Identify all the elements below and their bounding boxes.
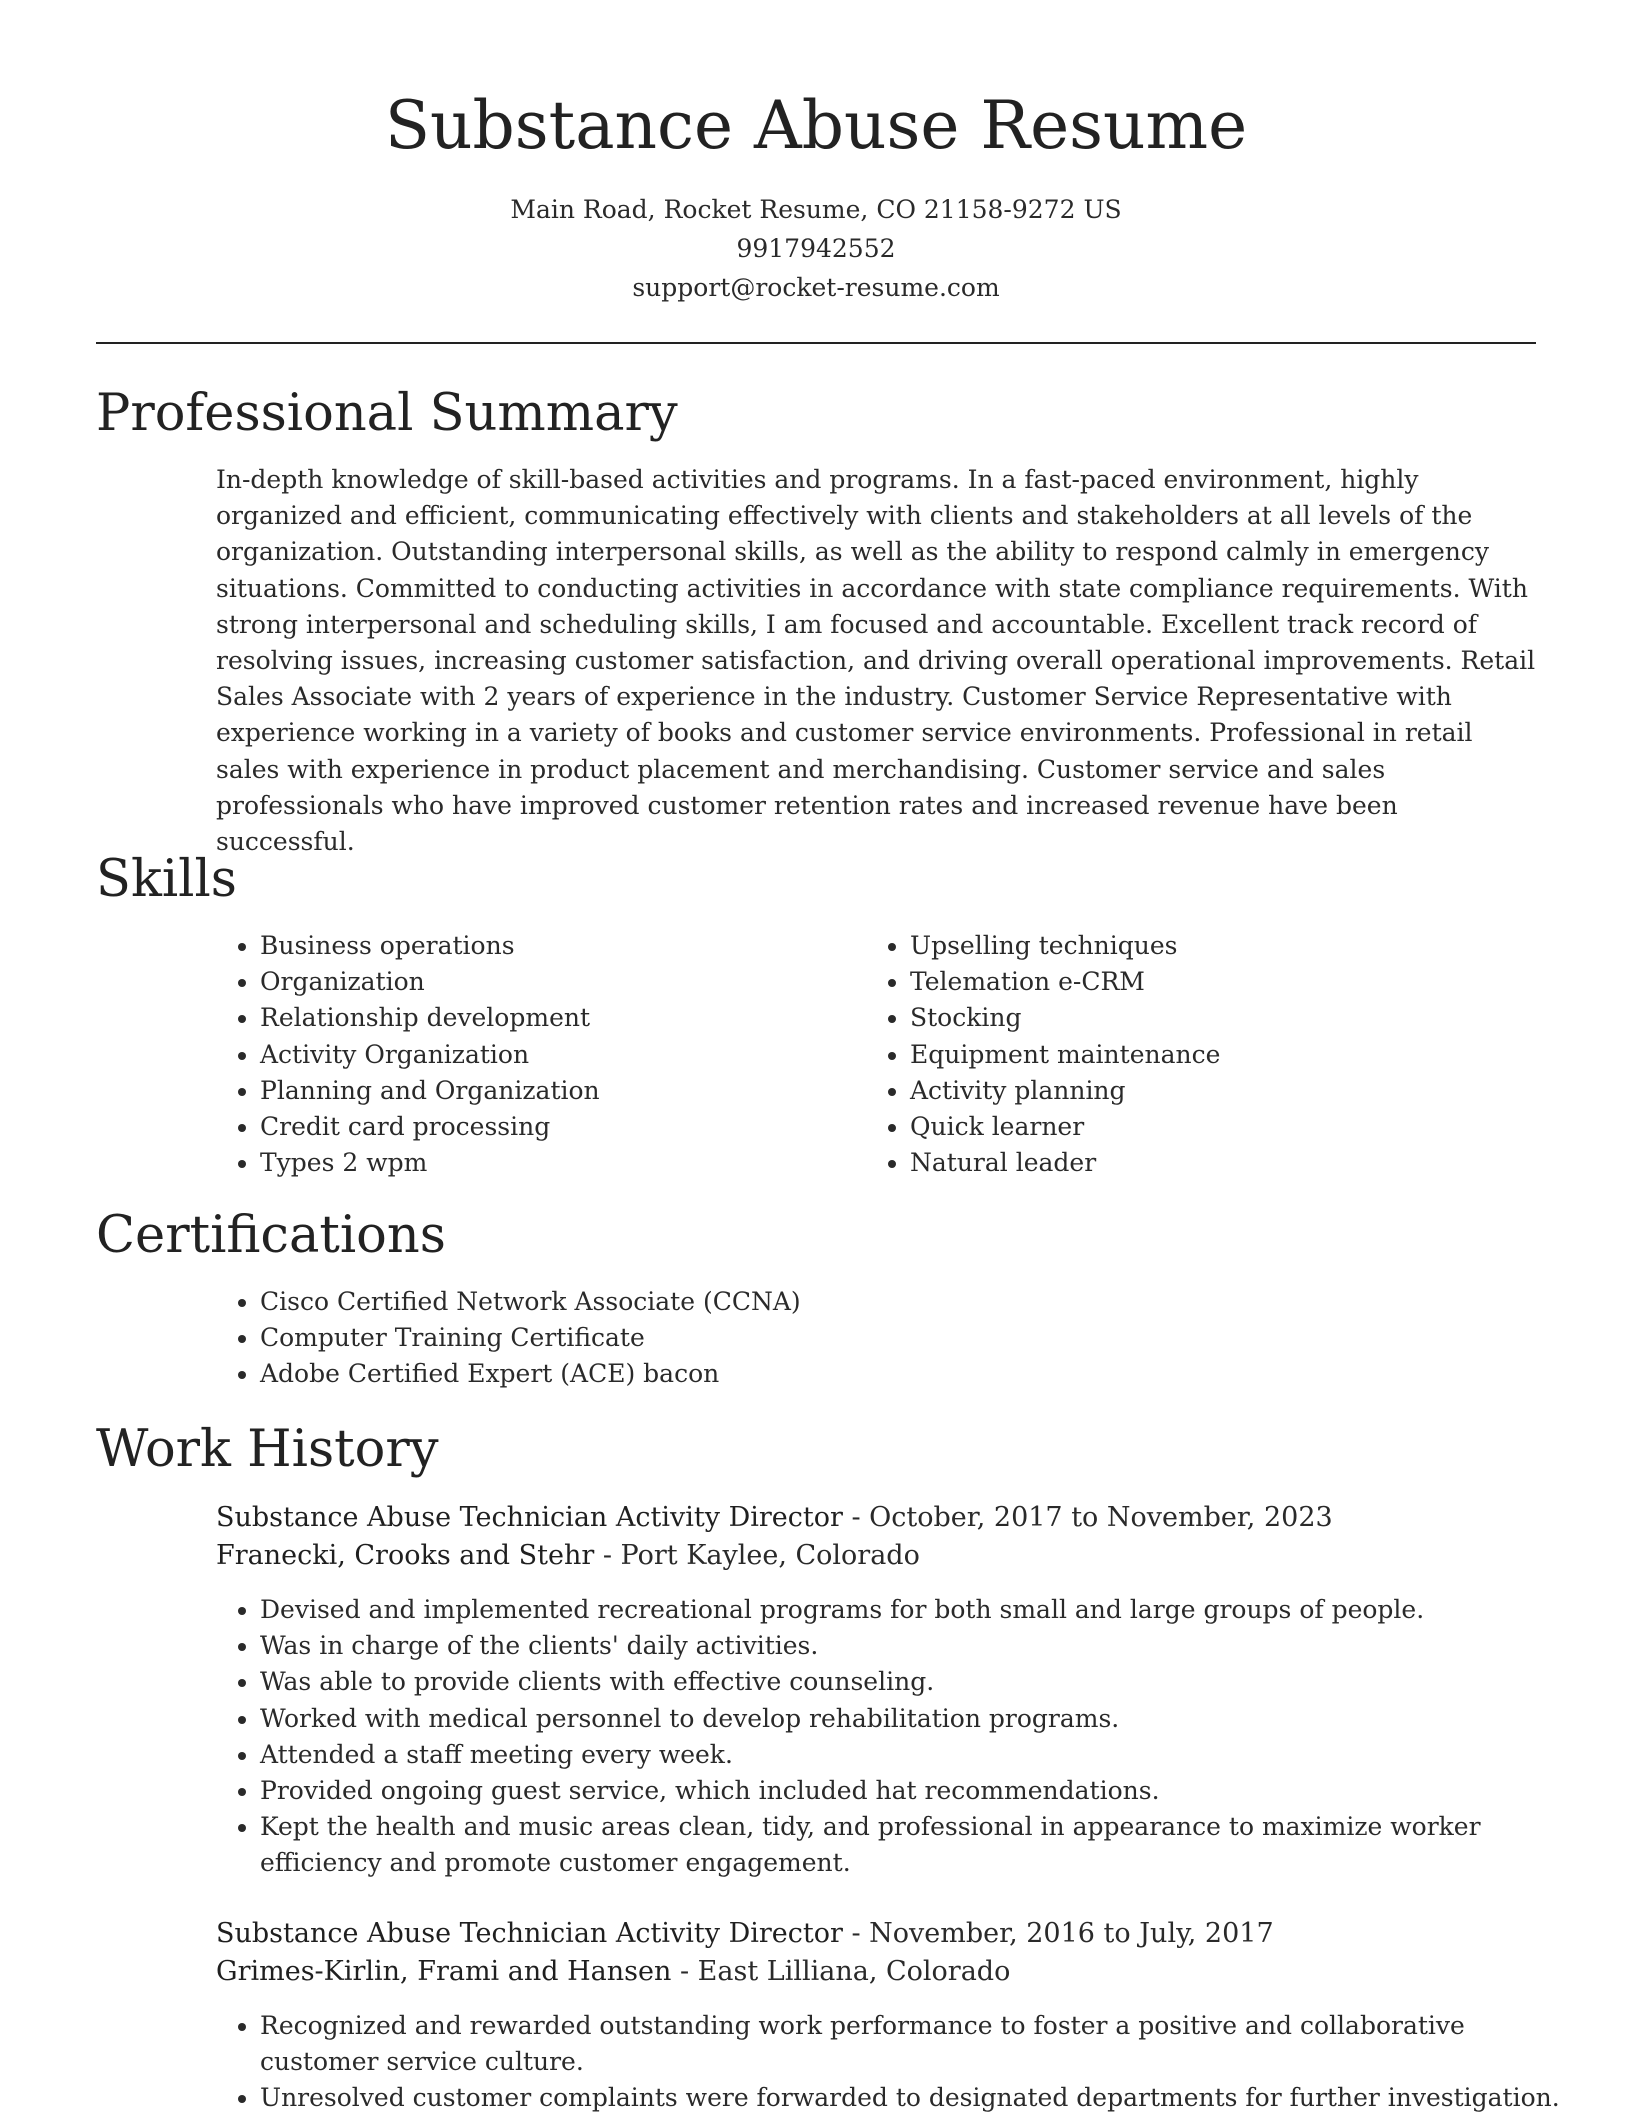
skill-item: • Equipment maintenance xyxy=(910,1037,1570,1073)
certifications-list xyxy=(216,1284,1560,1393)
job-bullet: • Worked with medical personnel to develop rehabilitation programs. xyxy=(260,1701,1584,1737)
skill-item: • Relationship development xyxy=(260,1000,900,1036)
job-company-line xyxy=(216,1953,1010,1991)
job-title: Substance Abuse Technician Activity Director xyxy=(216,1502,843,1533)
skill-item: • Upselling techniques xyxy=(910,928,1570,964)
job-bullets xyxy=(216,1592,1584,1882)
job-bullet: • Devised and implemented recreational programs for both small and large groups of people. xyxy=(260,1592,1584,1628)
skill-item: • Business operations xyxy=(260,928,900,964)
contact-email: support@rocket-resume.com xyxy=(632,273,1000,302)
job-company: Franecki, Crooks and Stehr xyxy=(216,1540,595,1571)
skill-item: • Natural leader xyxy=(910,1145,1570,1181)
skills-list-right xyxy=(866,928,1570,1181)
work-history-heading: Work History xyxy=(96,1420,439,1479)
resume-header xyxy=(96,84,1536,307)
summary-text: In-depth knowledge of skill-based activities and programs. In a fast-paced environment, highly organized and efficient, communicating effectively with clients and stakeholders at all levels of the organization. Outstanding interpersonal skills, as well as the ability to respond calmly in emergency situations. Committed to conducting activities in accordance with state compliance requirements. With strong interpersonal and scheduling skills, I am focused and accountable. Excellent track record of resolving issues, increasing customer satisfaction, and driving overall operational improvements. Retail Sales Associate with 2 years of experience in the industry. Customer Service Representative with experience working in a variety of books and customer service environments. Professional in retail sales with experience in product placement and merchandising. Customer service and sales professionals who have improved customer retention rates and increased revenue have been successful. xyxy=(216,465,1536,857)
job-bullet: • Was in charge of the clients' daily activities. xyxy=(260,1628,1584,1664)
skills-heading: Skills xyxy=(96,850,237,909)
skill-item: • Activity Organization xyxy=(260,1037,900,1073)
job-title-line xyxy=(216,1499,1333,1537)
skill-item: • Activity planning xyxy=(910,1073,1570,1109)
certification-item: • Adobe Certified Expert (ACE) bacon xyxy=(260,1356,1560,1392)
certification-item: • Cisco Certified Network Associate (CCNA) xyxy=(260,1284,1560,1320)
skill-item: • Types 2 wpm xyxy=(260,1145,900,1181)
contact-phone: 9917942552 xyxy=(736,234,896,263)
skill-item: • Quick learner xyxy=(910,1109,1570,1145)
candidate-name: Substance Abuse Resume xyxy=(384,87,1248,164)
header-divider xyxy=(96,342,1536,344)
certification-item: • Computer Training Certificate xyxy=(260,1320,1560,1356)
job-company: Grimes-Kirlin, Frami and Hansen xyxy=(216,1956,672,1987)
skill-item: • Credit card processing xyxy=(260,1109,900,1145)
skill-item: • Telemation e-CRM xyxy=(910,964,1570,1000)
job-dates: - October, 2017 to November, 2023 xyxy=(842,1502,1333,1533)
job-bullet: • Recognized and rewarded outstanding work performance to foster a positive and collaborative customer service culture. xyxy=(260,2008,1584,2080)
job-bullet: • Attended a staff meeting every week. xyxy=(260,1737,1584,1773)
contact-address: Main Road, Rocket Resume, CO 21158-9272 US xyxy=(510,195,1122,224)
skill-item: • Organization xyxy=(260,964,900,1000)
skill-item: • Planning and Organization xyxy=(260,1073,900,1109)
job-bullet: • Was able to provide clients with effective counseling. xyxy=(260,1664,1584,1700)
job-dates: - November, 2016 to July, 2017 xyxy=(842,1918,1274,1949)
job-location: - Port Kaylee, Colorado xyxy=(594,1540,920,1571)
job-title-line xyxy=(216,1915,1274,1953)
skills-list-left xyxy=(216,928,900,1181)
job-bullet: • Unresolved customer complaints were forwarded to designated departments for further investigation. xyxy=(260,2080,1584,2116)
job-company-line xyxy=(216,1537,920,1575)
certifications-heading: Certifications xyxy=(96,1206,446,1265)
job-bullets xyxy=(216,2008,1584,2117)
summary-heading: Professional Summary xyxy=(96,384,678,443)
job-location: - East Lilliana, Colorado xyxy=(671,1956,1011,1987)
skill-item: • Stocking xyxy=(910,1000,1570,1036)
job-title: Substance Abuse Technician Activity Director xyxy=(216,1918,843,1949)
job-bullet: • Provided ongoing guest service, which included hat recommendations. xyxy=(260,1773,1584,1809)
job-bullet: • Kept the health and music areas clean, tidy, and professional in appearance to maximize worker efficiency and promote customer engagement. xyxy=(260,1809,1584,1881)
